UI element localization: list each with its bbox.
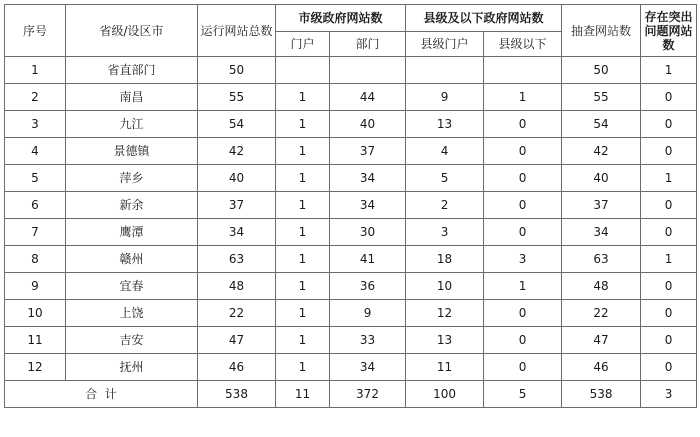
row-sampled: 47	[562, 327, 641, 354]
header-city-dept: 部门	[330, 32, 406, 57]
row-county-below: 0	[484, 219, 562, 246]
row-county-below: 1	[484, 273, 562, 300]
row-region: 萍乡	[66, 165, 198, 192]
row-city-portal: 1	[276, 354, 330, 381]
row-seq: 2	[5, 84, 66, 111]
row-county-portal: 4	[406, 138, 484, 165]
totals-sampled: 538	[562, 381, 641, 408]
row-total: 42	[198, 138, 276, 165]
row-total: 54	[198, 111, 276, 138]
header-county-below: 县级以下	[484, 32, 562, 57]
table-row	[5, 354, 697, 381]
row-county-portal: 11	[406, 354, 484, 381]
table-row	[5, 57, 697, 84]
row-region: 宜春	[66, 273, 198, 300]
row-county-portal: 12	[406, 300, 484, 327]
row-city-dept: 30	[330, 219, 406, 246]
header-county-portal: 县级门户	[406, 32, 484, 57]
row-problem: 1	[641, 165, 697, 192]
row-seq: 8	[5, 246, 66, 273]
row-city-dept: 44	[330, 84, 406, 111]
row-city-portal: 1	[276, 273, 330, 300]
totals-county-portal: 100	[406, 381, 484, 408]
row-city-portal: 1	[276, 300, 330, 327]
table-row	[5, 192, 697, 219]
totals-city-portal: 11	[276, 381, 330, 408]
row-problem: 0	[641, 327, 697, 354]
row-city-dept: 34	[330, 165, 406, 192]
row-problem: 0	[641, 138, 697, 165]
row-problem: 0	[641, 192, 697, 219]
row-county-portal: 9	[406, 84, 484, 111]
header-problem: 存在突出问题网站数	[641, 5, 697, 57]
row-city-dept: 40	[330, 111, 406, 138]
header-county-gov: 县级及以下政府网站数	[406, 5, 562, 32]
row-city-portal: 1	[276, 192, 330, 219]
row-total: 34	[198, 219, 276, 246]
row-city-portal: 1	[276, 84, 330, 111]
row-total: 63	[198, 246, 276, 273]
totals-problem: 3	[641, 381, 697, 408]
row-total: 55	[198, 84, 276, 111]
row-problem: 0	[641, 273, 697, 300]
row-city-portal: 1	[276, 138, 330, 165]
row-problem: 0	[641, 219, 697, 246]
row-city-dept: 9	[330, 300, 406, 327]
row-problem: 0	[641, 111, 697, 138]
totals-label: 合 计	[5, 381, 198, 408]
table-row	[5, 327, 697, 354]
row-region: 新余	[66, 192, 198, 219]
row-county-below: 0	[484, 192, 562, 219]
row-region: 赣州	[66, 246, 198, 273]
row-county-portal: 18	[406, 246, 484, 273]
row-seq: 9	[5, 273, 66, 300]
row-sampled: 34	[562, 219, 641, 246]
row-problem: 1	[641, 57, 697, 84]
row-city-dept: 34	[330, 354, 406, 381]
row-total: 46	[198, 354, 276, 381]
table-row	[5, 138, 697, 165]
header-city-portal: 门户	[276, 32, 330, 57]
row-sampled: 46	[562, 354, 641, 381]
row-sampled: 55	[562, 84, 641, 111]
row-city-portal: 1	[276, 111, 330, 138]
row-county-below: 0	[484, 300, 562, 327]
row-city-portal	[276, 57, 330, 84]
row-sampled: 22	[562, 300, 641, 327]
row-total: 40	[198, 165, 276, 192]
row-seq: 4	[5, 138, 66, 165]
row-county-below: 0	[484, 111, 562, 138]
row-sampled: 63	[562, 246, 641, 273]
row-city-dept: 41	[330, 246, 406, 273]
row-county-portal: 3	[406, 219, 484, 246]
row-problem: 1	[641, 246, 697, 273]
row-county-portal: 13	[406, 111, 484, 138]
row-problem: 0	[641, 84, 697, 111]
row-sampled: 42	[562, 138, 641, 165]
row-sampled: 54	[562, 111, 641, 138]
row-sampled: 50	[562, 57, 641, 84]
row-county-portal: 10	[406, 273, 484, 300]
row-region: 九江	[66, 111, 198, 138]
row-problem: 0	[641, 354, 697, 381]
row-seq: 1	[5, 57, 66, 84]
row-city-dept	[330, 57, 406, 84]
row-city-portal: 1	[276, 165, 330, 192]
row-city-dept: 34	[330, 192, 406, 219]
row-county-below: 3	[484, 246, 562, 273]
totals-row	[5, 381, 697, 408]
row-seq: 11	[5, 327, 66, 354]
row-seq: 7	[5, 219, 66, 246]
row-city-portal: 1	[276, 327, 330, 354]
totals-total: 538	[198, 381, 276, 408]
totals-county-below: 5	[484, 381, 562, 408]
header-sampled: 抽查网站数	[562, 5, 641, 57]
row-county-below	[484, 57, 562, 84]
row-county-below: 0	[484, 354, 562, 381]
row-region: 南昌	[66, 84, 198, 111]
row-region: 鹰潭	[66, 219, 198, 246]
website-stats-table	[4, 4, 697, 408]
header-city-gov: 市级政府网站数	[276, 5, 406, 32]
row-total: 48	[198, 273, 276, 300]
table-row	[5, 300, 697, 327]
row-total: 22	[198, 300, 276, 327]
row-county-below: 0	[484, 327, 562, 354]
table-row	[5, 246, 697, 273]
row-total: 47	[198, 327, 276, 354]
row-seq: 12	[5, 354, 66, 381]
row-city-dept: 33	[330, 327, 406, 354]
row-region: 景德镇	[66, 138, 198, 165]
row-sampled: 48	[562, 273, 641, 300]
row-seq: 10	[5, 300, 66, 327]
row-county-portal: 5	[406, 165, 484, 192]
table-row	[5, 273, 697, 300]
row-city-dept: 37	[330, 138, 406, 165]
row-sampled: 40	[562, 165, 641, 192]
row-county-portal: 13	[406, 327, 484, 354]
row-county-below: 0	[484, 138, 562, 165]
totals-city-dept: 372	[330, 381, 406, 408]
row-total: 50	[198, 57, 276, 84]
row-county-portal	[406, 57, 484, 84]
row-sampled: 37	[562, 192, 641, 219]
row-problem: 0	[641, 300, 697, 327]
table-row	[5, 165, 697, 192]
row-county-below: 0	[484, 165, 562, 192]
row-region: 省直部门	[66, 57, 198, 84]
row-total: 37	[198, 192, 276, 219]
row-city-portal: 1	[276, 219, 330, 246]
row-county-portal: 2	[406, 192, 484, 219]
table-body	[5, 57, 697, 381]
row-seq: 3	[5, 111, 66, 138]
header-total: 运行网站总数	[198, 5, 276, 57]
header-region: 省级/设区市	[66, 5, 198, 57]
table-row	[5, 219, 697, 246]
row-region: 抚州	[66, 354, 198, 381]
row-seq: 5	[5, 165, 66, 192]
header-seq: 序号	[5, 5, 66, 57]
row-city-dept: 36	[330, 273, 406, 300]
table-row	[5, 111, 697, 138]
row-county-below: 1	[484, 84, 562, 111]
row-seq: 6	[5, 192, 66, 219]
table-row	[5, 84, 697, 111]
row-region: 吉安	[66, 327, 198, 354]
row-city-portal: 1	[276, 246, 330, 273]
row-region: 上饶	[66, 300, 198, 327]
